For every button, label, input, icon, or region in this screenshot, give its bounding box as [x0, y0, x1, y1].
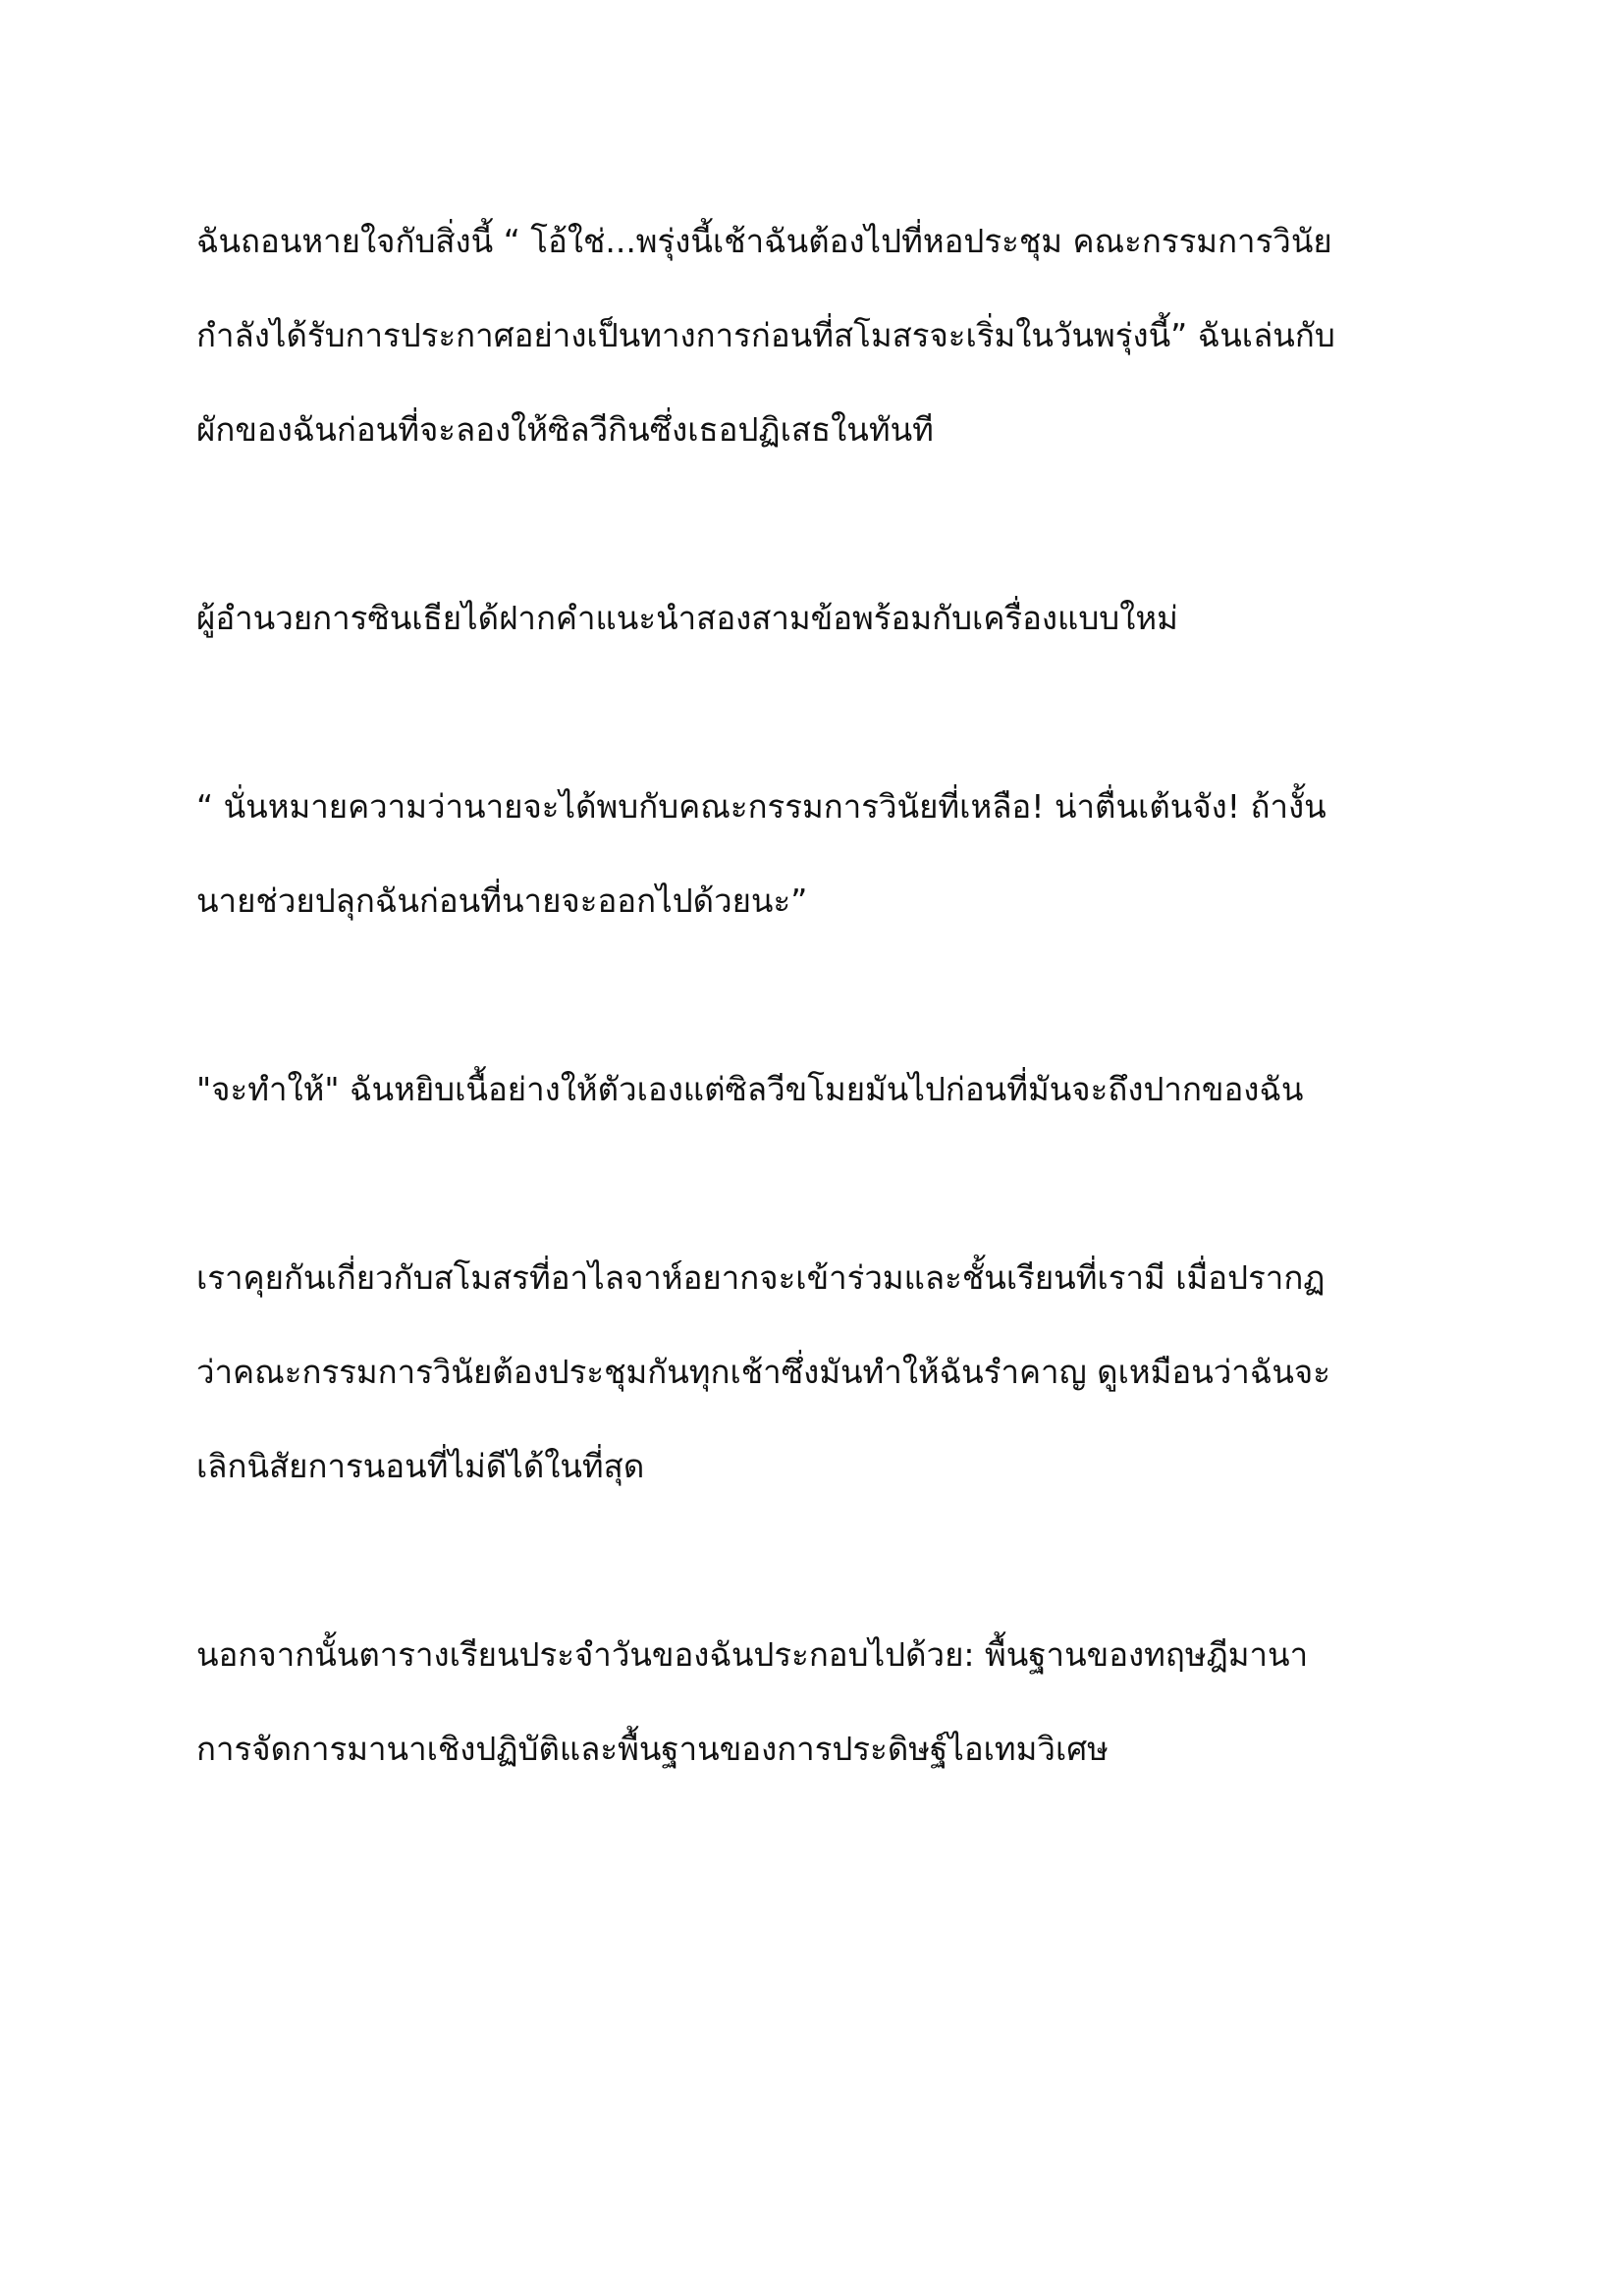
- paragraph-line: ผักของฉันก่อนที่จะลองให้ซิลวีกินซึ่งเธอปฏิเสธในทันที: [196, 410, 934, 449]
- paragraph-2: [196, 571, 1463, 666]
- paragraph-line: กำลังได้รับการประกาศอย่างเป็นทางการก่อนที่สโมสรจะเริ่มในวันพรุ่งนี้” ฉันเล่นกับ: [196, 316, 1335, 354]
- paragraph-6: [196, 1608, 1463, 1796]
- paragraph-spacer: [196, 1137, 1463, 1231]
- paragraph-line: “ นั่นหมายความว่านายจะได้พบกับคณะกรรมการวินัยที่เหลือ! น่าตื่นเต้นจัง! ถ้างั้น: [196, 787, 1326, 826]
- paragraph-line: ฉันถอนหายใจกับสิ่งนี้ “ โอ้ใช่...พรุ่งนี้เช้าฉันต้องไปที่หอประชุม คณะกรรมการวินัย: [196, 222, 1332, 260]
- paragraph-line: เลิกนิสัยการนอนที่ไม่ดีได้ในที่สุด: [196, 1447, 645, 1485]
- paragraph-3: [196, 760, 1463, 948]
- paragraph-spacer: [196, 666, 1463, 760]
- paragraph-line: นอกจากนั้นตารางเรียนประจำวันของฉันประกอบไปด้วย: พื้นฐานของทฤษฎีมานา: [196, 1635, 1309, 1674]
- paragraph-spacer: [196, 948, 1463, 1042]
- paragraph-1: [196, 194, 1463, 477]
- paragraph-line: เราคุยกันเกี่ยวกับสโมสรที่อาไลจาห์อยากจะเข้าร่วมและชั้นเรียนที่เรามี เมื่อปรากฏ: [196, 1258, 1326, 1297]
- document-body: [196, 194, 1463, 1796]
- paragraph-line: ผู้อำนวยการซินเธียได้ฝากคำแนะนำสองสามข้อพร้อมกับเครื่องแบบใหม่: [196, 599, 1178, 637]
- paragraph-spacer: [196, 1514, 1463, 1608]
- paragraph-line: ว่าคณะกรรมการวินัยต้องประชุมกันทุกเช้าซึ่งมันทำให้ฉันรำคาญ ดูเหมือนว่าฉันจะ: [196, 1353, 1330, 1391]
- paragraph-line: นายช่วยปลุกฉันก่อนที่นายจะออกไปด้วยนะ”: [196, 881, 808, 920]
- paragraph-4: [196, 1042, 1463, 1137]
- paragraph-5: [196, 1231, 1463, 1514]
- paragraph-spacer: [196, 477, 1463, 571]
- paragraph-line: "จะทำให้" ฉันหยิบเนื้อย่างให้ตัวเองแต่ซิลวีขโมยมันไปก่อนที่มันจะถึงปากของฉัน: [196, 1070, 1304, 1108]
- paragraph-line: การจัดการมานาเชิงปฏิบัติและพื้นฐานของการประดิษฐ์ไอเทมวิเศษ: [196, 1730, 1109, 1768]
